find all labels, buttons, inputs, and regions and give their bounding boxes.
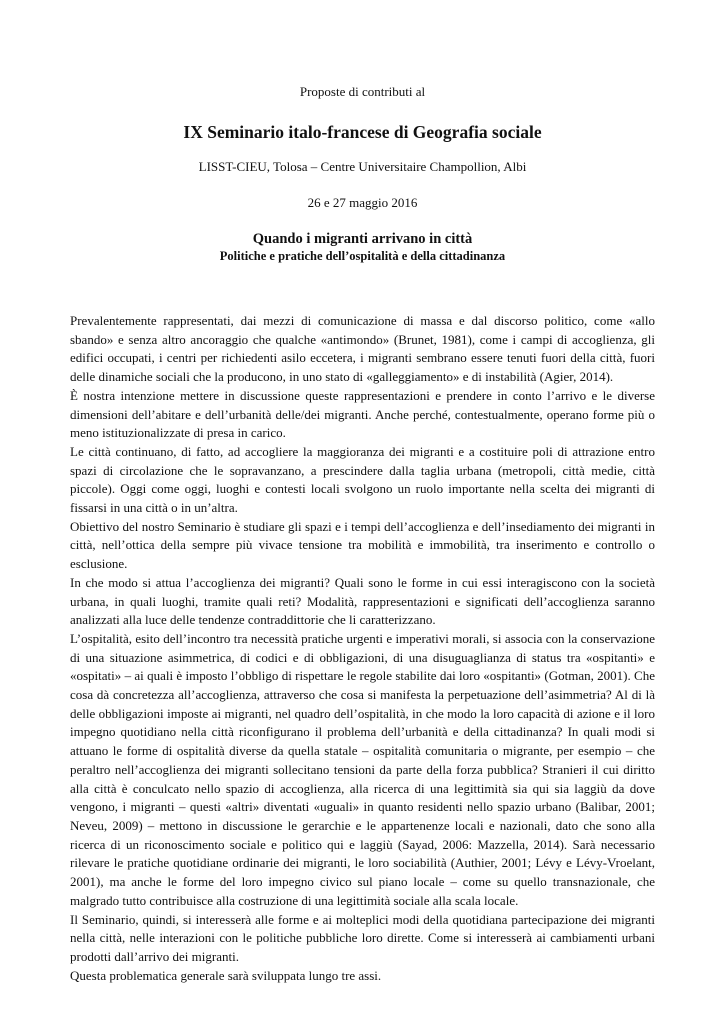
paragraph: È nostra intenzione mettere in discussione queste rappresentazioni e prendere in conto l’arrivo e le diverse dimensioni dell’abitare e dell’urbanità delle/dei migranti. Anche perché, contestualmente, operano forme più o meno istituzionalizzate di presa in carico. — [70, 387, 655, 441]
venue-line: LISST-CIEU, Tolosa – Centre Universitaire Champollion, Albi — [198, 159, 527, 174]
paragraph: In che modo si attua l’accoglienza dei migranti? Quali sono le forme in cui essi interagiscono con la società urbana, in quali luoghi, tramite quali reti? Modalità, rappresentazioni e significati dell’accoglienza saranno analizzati alla luce delle tendenze contraddittorie che li caratterizzano. — [70, 574, 655, 628]
dates-line: 26 e 27 maggio 2016 — [307, 195, 418, 210]
paragraph: Obiettivo del nostro Seminario è studiare gli spazi e i tempi dell’accoglienza e dell’insediamento dei migranti in città, nell’ottica della sempre più vivace tensione tra mobilità e immobilità, tra inserimento e controllo o esclusione. — [70, 518, 655, 572]
paragraph: L’ospitalità, esito dell’incontro tra necessità pratiche urgenti e imperativi morali, si associa con la conservazione di una situazione asimmetrica, di codici e di obbligazioni, di una disuguaglianza di status tra «ospitanti» e «ospitati» – ai quali è imposto l’obbligo di rispettare le regole stabilite dai loro «ospitanti» (Gotman, 2001). Che cosa dà concretezza all’accoglienza, attraverso che cosa si manifesta la perpetuazione dell’asimmetria? Al di là delle obbligazioni imposte ai migranti, nel quadro dell’ospitalità, in che modo la loro capacità di azione e il loro impegno quotidiano nella città riconfigurano il problema dell’urbanità e della cittadinanza? In quali modi si attuano le forme di ospitalità diverse da quella statale – ospitalità comunitaria o migrante, per esempio – che peraltro nell’accoglienza dei migranti sollecitano tensioni da parte della forza pubblica? Stranieri il cui diritto alla città è conculcato nello spazio di accoglienza, alla ricerca di una legittimità sia qui sia laggiù da dove vengono, i migranti – questi «altri» diventati «uguali» in quanto residenti nello spazio urbano (Balibar, 2001; Neveu, 2009) – mettono in discussione le gerarchie e le appartenenze locali e nazionali, dato che sono alla ricerca di un riconoscimento sociale e politico qui e laggiù (Sayad, 2006: Mazzella, 2014). Sarà necessario rilevare le pratiche quotidiane ordinarie dei migranti, le loro sociabilità (Authier, 2001; Lévy e Lévy-Vroelant, 2001), ma anche le forme del loro impegno civico sul piano locale – come su quello transnazionale, che malgrado tutto contribuisce alla costruzione di una legittimità sociale alla scala locale. — [70, 630, 655, 908]
paragraph: Questa problematica generale sarà sviluppata lungo tre assi. — [70, 967, 382, 983]
intro-line: Proposte di contributi al — [299, 84, 426, 99]
paragraph: Il Seminario, quindi, si interesserà alle forme e ai molteplici modi della quotidiana partecipazione dei migranti nella città, nelle interazioni con le politiche pubbliche loro dirette. Come si interesserà ai cambiamenti urbani prodotti dall’arrivo dei migranti. — [70, 911, 655, 964]
subtitle: Quando i migranti arrivano in città — [252, 231, 473, 247]
paragraph: Prevalentemente rappresentati, dai mezzi di comunicazione di massa e dal discorso politico, come «allo sbando» e senza altro ancoraggio che qualche «antimondo» (Brunet, 1981), come i campi di accoglienza, gli edifici occupati, i centri per richiedenti asilo eccetera, i migranti sembrano essere tenuti fuori della città, fuori delle dinamiche sociali che la producono, in uno stato di «galleggiamento» e di instabilità (Agier, 2014). — [70, 313, 655, 385]
body-text — [70, 312, 655, 985]
sub-subtitle: Politiche e pratiche dell’ospitalità e della cittadinanza — [219, 249, 506, 263]
seminar-title: IX Seminario italo-francese di Geografia sociale — [183, 122, 542, 142]
paragraph: Le città continuano, di fatto, ad accogliere la maggioranza dei migranti e a costituire poli di attrazione entro spazi di circolazione che le sopravanzano, a prescindere dalla taglia urbana (metropoli, città medie, città piccole). Oggi come oggi, luoghi e contesti locali svolgono un ruolo importante nella scelta dei migranti di fissarsi in una città o in un’altra. — [70, 443, 655, 516]
